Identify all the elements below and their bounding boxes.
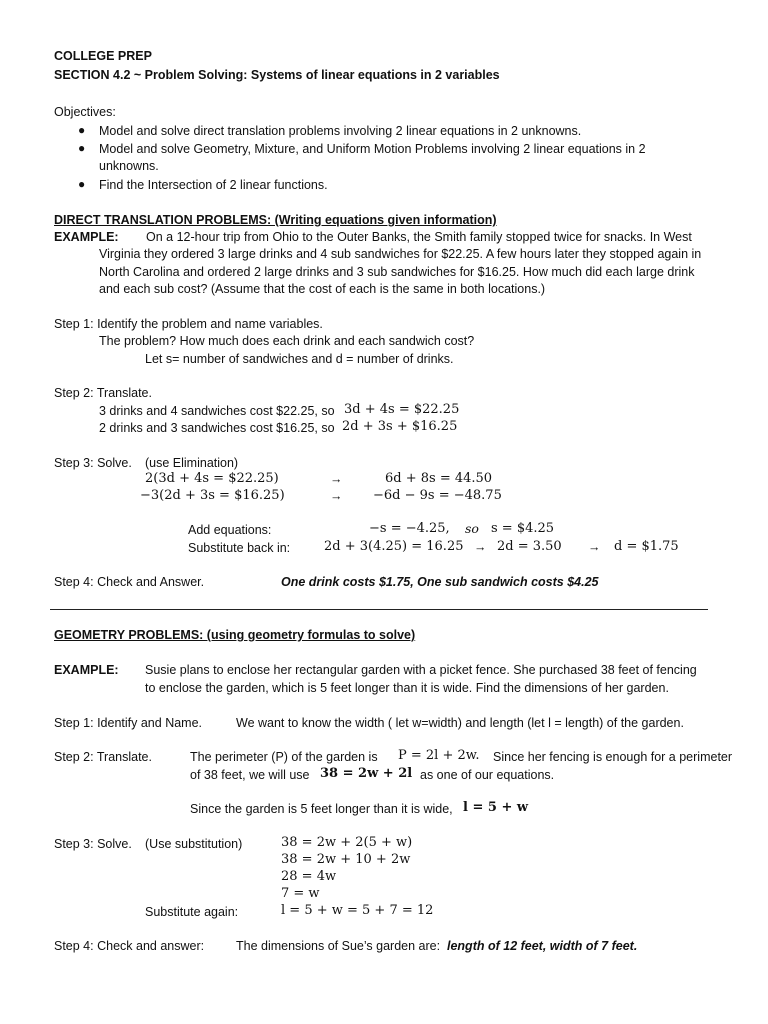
step2-line1-text: 3 drinks and 4 sandwiches cost $22.25, so — [99, 404, 335, 418]
example-text-line: On a 12-hour trip from Ohio to the Outer Banks, the Smith family stopped twice for snacks. In West — [146, 230, 692, 244]
step1-label: Step 1: Identify and Name. — [54, 716, 203, 730]
elimination-line1-right: 6d + 8s = 44.50 — [385, 471, 493, 486]
bullet-icon: ● — [78, 177, 86, 191]
substitute-eq2: 2d = 3.50 — [497, 539, 562, 554]
solve-line: 38 = 2w + 2(5 + w) — [281, 835, 413, 850]
example-text-line: Susie plans to enclose her rectangular garden with a picket fence. She purchased 38 feet of fencing — [145, 663, 697, 677]
elimination-line1-left: 2(3d + 4s = $22.25) — [145, 471, 279, 486]
elimination-line2-right: −6d − 9s = −48.75 — [373, 488, 502, 503]
objective-item-continued: unknowns. — [99, 159, 159, 173]
step2-line2-post: as one of our equations. — [420, 768, 555, 782]
step1-let: Let s= number of sandwiches and d = number of drinks. — [145, 352, 454, 366]
example-label: EXAMPLE: — [54, 663, 119, 677]
example-text-line: Virginia they ordered 3 large drinks and 4 sub sandwiches for $22.25. A few hours later they stopped again in — [99, 247, 702, 261]
geometry-heading: GEOMETRY PROBLEMS: (using geometry formulas to solve) — [54, 628, 416, 642]
section-divider — [50, 609, 708, 610]
perimeter-equation: 38 = 2w + 2l — [320, 766, 413, 781]
step3-label: Step 3: Solve. — [54, 456, 132, 470]
perimeter-formula: P = 2l + 2w. — [398, 748, 480, 763]
step1-text: We want to know the width ( let w=width) and length (let l = length) of the garden. — [236, 716, 684, 730]
direct-translation-heading: DIRECT TRANSLATION PROBLEMS: (Writing equations given information) — [54, 213, 497, 227]
step2-line2-equation: 2d + 3s + $16.25 — [342, 419, 458, 434]
example-text-line: and each sub cost? (Assume that the cost of each is the same in both locations.) — [99, 282, 546, 296]
step2-line3-pre: Since the garden is 5 feet longer than it is wide, — [190, 802, 453, 816]
objective-item: Model and solve direct translation problems involving 2 linear equations in 2 unknowns. — [99, 124, 582, 138]
step1-problem: The problem? How much does each drink and each sandwich cost? — [99, 334, 475, 348]
step3-method: (Use substitution) — [145, 837, 243, 851]
substitute-again-eq: l = 5 + w = 5 + 7 = 12 — [281, 903, 434, 918]
elimination-line2-left: −3(2d + 3s = $16.25) — [140, 488, 285, 503]
step4-answer: length of 12 feet, width of 7 feet. — [447, 939, 638, 953]
example-text-line: to enclose the garden, which is 5 feet longer than it is wide. Find the dimensions of her garden. — [145, 681, 669, 695]
step2-label: Step 2: Translate. — [54, 750, 152, 764]
substitute-label: Substitute back in: — [188, 541, 291, 555]
substitute-eq3: d = $1.75 — [614, 539, 679, 554]
step2-line2-text: 2 drinks and 3 sandwiches cost $16.25, so — [99, 421, 335, 435]
step2-line2-pre: of 38 feet, we will use — [190, 768, 310, 782]
arrow-icon: → — [330, 489, 343, 503]
example-text-line: North Carolina and ordered 2 large drinks and 3 sub sandwiches for $16.25. How much did each large drink — [99, 265, 695, 279]
course-title: COLLEGE PREP — [54, 49, 152, 63]
objective-item: Model and solve Geometry, Mixture, and Uniform Motion Problems involving 2 linear equations in 2 — [99, 142, 646, 156]
substitute-again-label: Substitute again: — [145, 905, 239, 919]
arrow-icon: → — [330, 472, 343, 486]
step2-label: Step 2: Translate. — [54, 386, 152, 400]
bullet-icon: ● — [78, 141, 86, 155]
solve-line: 7 = w — [281, 886, 320, 901]
objective-item: Find the Intersection of 2 linear functions. — [99, 178, 328, 192]
step4-label: Step 4: Check and Answer. — [54, 575, 205, 589]
step4-pre: The dimensions of Sue’s garden are: — [236, 939, 441, 953]
step2-line1-equation: 3d + 4s = $22.25 — [344, 402, 460, 417]
add-equations-result: s = $4.25 — [491, 521, 555, 536]
example-label: EXAMPLE: — [54, 230, 119, 244]
step4-answer: One drink costs $1.75, One sub sandwich costs $4.25 — [281, 575, 599, 589]
step4-label: Step 4: Check and answer: — [54, 939, 205, 953]
arrow-icon: → — [588, 540, 601, 554]
length-equation: l = 5 + w — [463, 800, 529, 815]
add-equations-so: so — [465, 521, 479, 536]
step1-label: Step 1: Identify the problem and name variables. — [54, 317, 323, 331]
solve-line: 38 = 2w + 10 + 2w — [281, 852, 411, 867]
objectives-label: Objectives: — [54, 105, 116, 119]
add-equations-label: Add equations: — [188, 523, 272, 537]
substitute-eq1: 2d + 3(4.25) = 16.25 — [324, 539, 464, 554]
step2-line1-post: Since her fencing is enough for a perimeter — [493, 750, 733, 764]
section-title: SECTION 4.2 ~ Problem Solving: Systems of linear equations in 2 variables — [54, 68, 500, 82]
step3-method: (use Elimination) — [145, 456, 239, 470]
solve-line: 28 = 4w — [281, 869, 337, 884]
step2-line1-pre: The perimeter (P) of the garden is — [190, 750, 378, 764]
arrow-icon: → — [474, 540, 487, 554]
bullet-icon: ● — [78, 123, 86, 137]
add-equations-eq: −s = −4.25, — [369, 521, 450, 536]
step3-label: Step 3: Solve. — [54, 837, 132, 851]
